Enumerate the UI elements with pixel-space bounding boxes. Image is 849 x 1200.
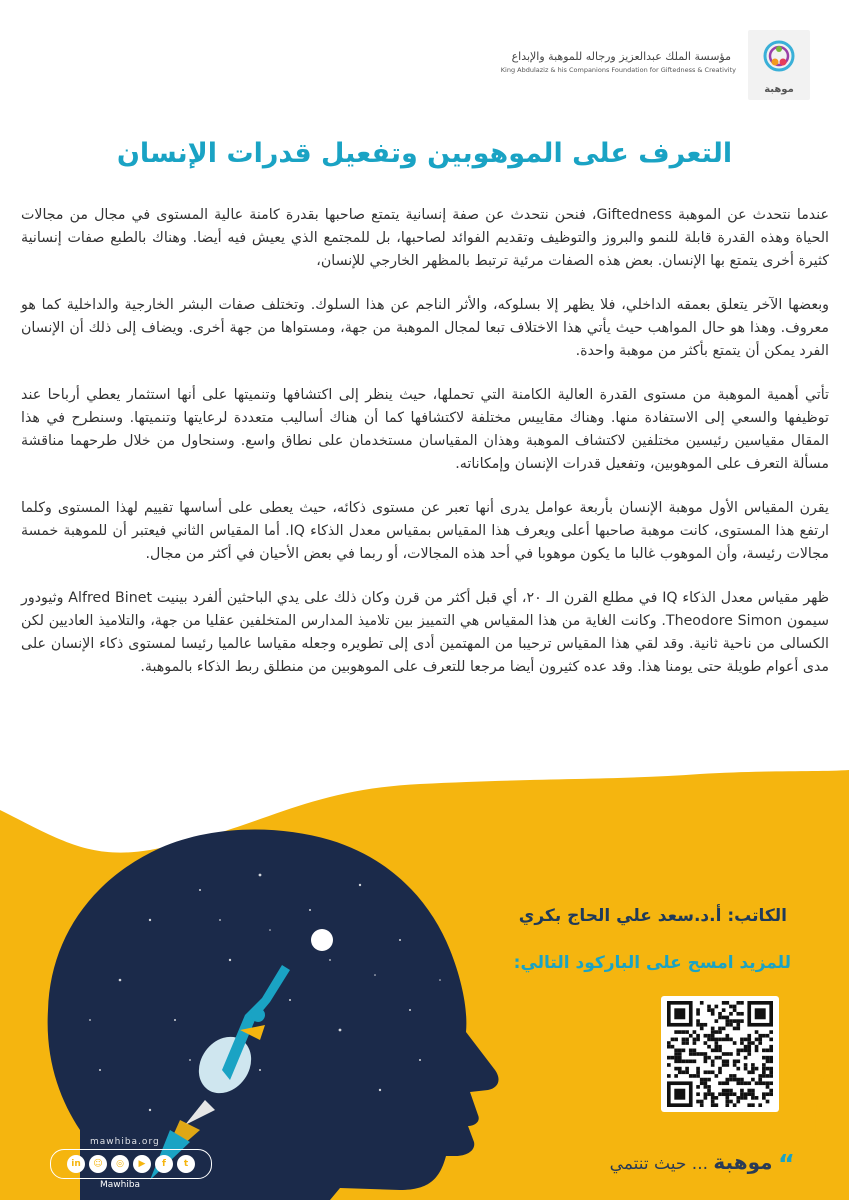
mawhiba-logo — [748, 30, 810, 100]
paragraph-1: عندما نتحدث عن الموهبة Giftedness، فنحن نتحدث عن صفة إنسانية يتمتع صاحبها بقدرة كامنة عالية المستوى في مجال من مجالات الحياة وهذه القدرة قابلة للنمو والبروز والتوظيف وتقديم الفوائد لصاحبها، بل للمجتمع الذي يعيش فيه أيضا. وهناك بالطبع صفات إنسانية كثيرة أخرى يتمتع بها الإنسان. بعض هذه الصفات مرئية ترتبط بالمظهر الخارجي للإنسان، — [21, 207, 829, 269]
quote-mark: “ — [777, 1150, 795, 1180]
paragraph-4: يقرن المقياس الأول موهبة الإنسان بأربعة عوامل يدرى أنها تعبر عن مستوى ذكائه، حيث يعطى على أساسها تقييم لهذا المستوى وكلما ارتفع هذا المستوى، كانت موهبة صاحبها أعلى ويعرف هذا المقياس بمقياس معدل الذكاء IQ. أما المقياس الثاني فيعتبر أن للموهبة خمسة مجالات رئيسة، وأن الموهوب غالبا ما يكون موهوبا في أحد هذه المجالات، أو ربما في بعض الأحيان في أكثر من مجال. — [21, 500, 829, 562]
paragraph-5: ظهر مقياس معدل الذكاء IQ في مطلع القرن الـ ٢٠، أي قبل أكثر من قرن وكان ذلك على يدي الباحثين ألفرد بينيت Alfred Binet وثيودور سيمون Theodore Simon. وكانت الغاية من هذا المقياس هي التمييز بين تلاميذ المدارس المتخلفين عقليا من جهة، والتلاميذ العاديين لكن الكسالى من ناحية ثانية. وقد لقي هذا المقياس ترحيبا من المهتمين أدى إلى تطويره وجعله مقياسا عالميا رئيسا لمستوى ذكاء الإنسان على مدى أعوام طويلة حتى يومنا هذا. وقد عده كثيرون أيضا مرجعا للتعرف على الموهوبين من منطلق ربط الذكاء بالموهبة. — [21, 590, 829, 675]
snapchat-icon[interactable]: ☺ — [89, 1155, 107, 1173]
paragraph-2: وبعضها الآخر يتعلق بعمقه الداخلي، فلا يظهر إلا بسلوكه، والأثر الناجم عن هذا السلوك. وتختلف صفات البشر الخارجية والداخلية كما هو معروف. وهذا هو حال المواهب حيث يأتي هذا الاختلاف تبعا لمجال الموهبة من جهة، ومستواها من جهة أخرى. ويضاف إلى ذلك أن الإنسان الفرد يمكن أن يتمتع بأكثر من موهبة واحدة. — [21, 297, 829, 359]
twitter-icon[interactable]: t — [177, 1155, 195, 1173]
org-name-arabic: مؤسسة الملك عبدالعزيز ورجاله للموهبة والإبداع — [511, 50, 731, 63]
social-handle: Mawhiba — [100, 1180, 141, 1190]
qr-code[interactable] — [661, 996, 779, 1112]
logo-word: موهبة — [764, 84, 794, 95]
youtube-icon[interactable]: ▶ — [133, 1155, 151, 1173]
site-domain[interactable]: mawhiba.org — [90, 1137, 160, 1147]
tagline-rest: ... حيث تنتمي — [609, 1154, 708, 1174]
facebook-icon[interactable]: f — [155, 1155, 173, 1173]
page-title: التعرف على الموهوبين وتفعيل قدرات الإنسان — [116, 138, 733, 169]
linkedin-icon[interactable]: in — [67, 1155, 85, 1173]
instagram-icon[interactable]: ◎ — [111, 1155, 129, 1173]
tagline — [610, 1150, 795, 1180]
author-line: الكاتب: أ.د.سعد علي الحاج بكري — [518, 906, 787, 926]
mawhiba-logo-icon — [758, 36, 800, 78]
footer-artwork — [0, 770, 849, 1200]
qr-code-icon — [667, 1001, 773, 1107]
barcode-prompt: للمزيد امسح على الباركود التالي: — [513, 953, 791, 973]
org-name-english: King Abdulaziz & his Companions Foundation for Giftedness & Creativity — [500, 66, 736, 74]
social-bar — [50, 1149, 212, 1179]
paragraph-3: تأتي أهمية الموهبة من مستوى القدرة العالية الكامنة التي تحملها، حيث ينظر إلى اكتشافها وتنميتها على أنها استثمار يعطي أرباحا عند توظيفها والسعي إلى الاستفادة منها. وهناك مقاييس مختلفة لاكتشافها كما أن هناك أساليب متعددة لرعايتها وتنميتها. وسنطرح في هذا المقال مقياسين رئيسين مختلفين لاكتشاف الموهبة وهذان المقياسان مستخدمان على نطاق واسع. وسنحاول من خلال طرحهما مناقشة مسألة التعرف على الموهوبين، وتفعيل قدرات الإنسان وإمكاناته. — [21, 387, 829, 472]
moon — [311, 929, 333, 951]
tagline-brand: موهبة — [713, 1150, 773, 1174]
article-body — [21, 204, 829, 700]
